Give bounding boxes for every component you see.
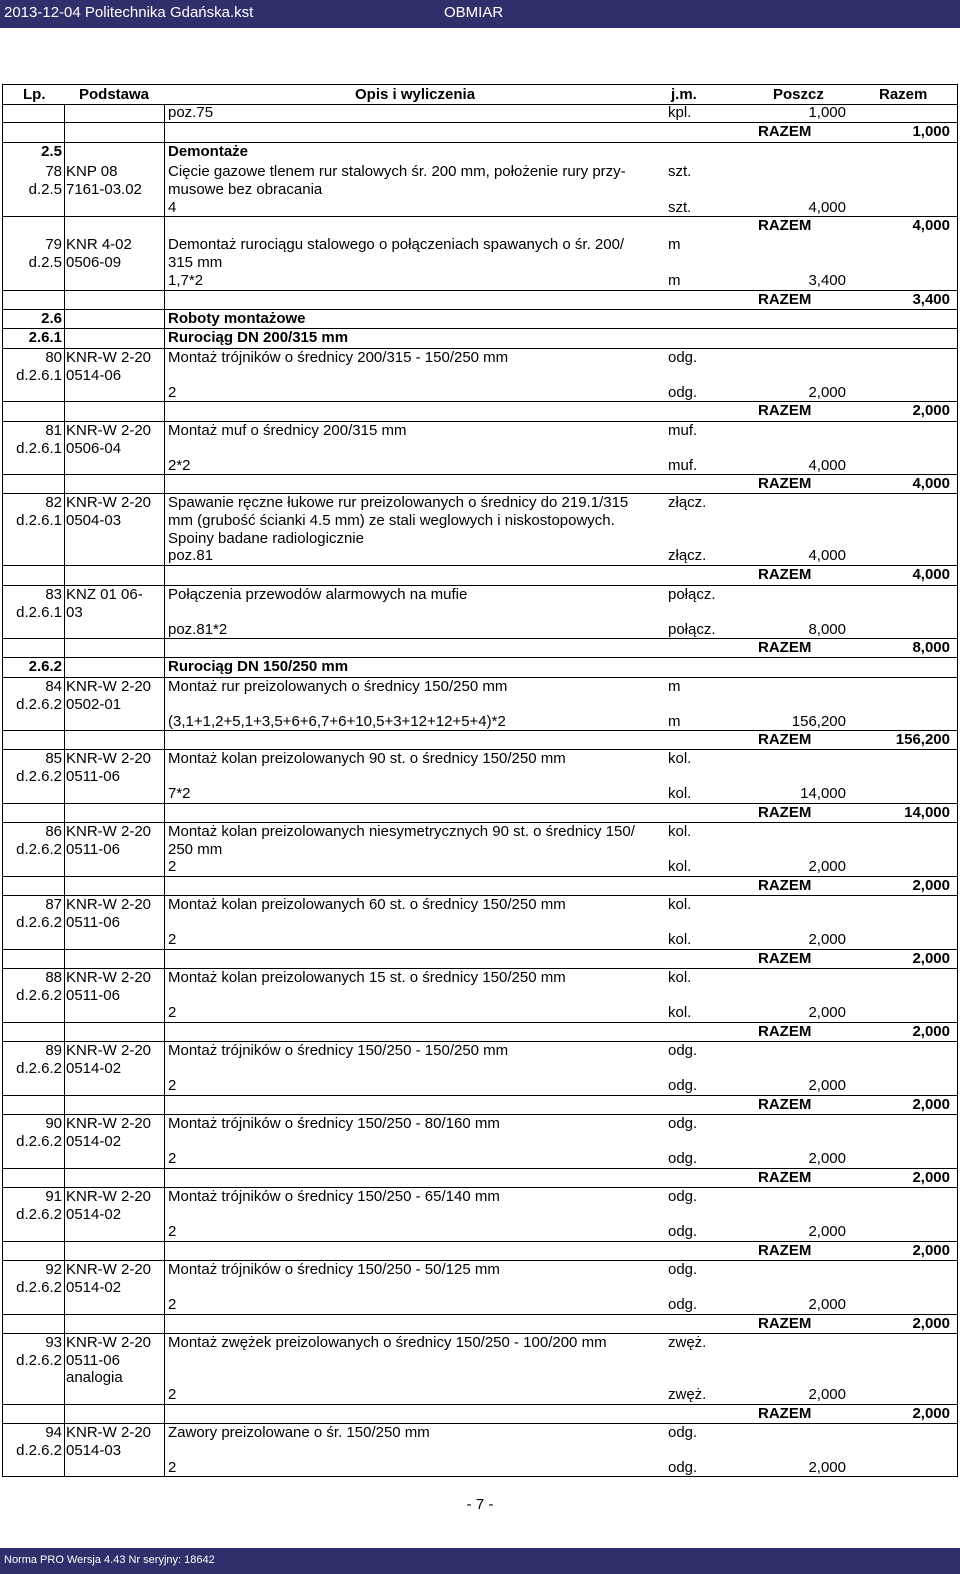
row-podstawa: KNR-W 2-20 bbox=[66, 1334, 152, 1351]
row-poszcz: 4,000 bbox=[808, 547, 846, 564]
row-opis: 2 bbox=[168, 1004, 177, 1021]
row-podstawa: KNR-W 2-20 bbox=[66, 1424, 152, 1441]
row-podstawa: 0504-03 bbox=[66, 512, 122, 529]
row-lp: d.2.6.2 bbox=[16, 1060, 62, 1077]
row-razem: 8,000 bbox=[912, 639, 950, 656]
row-poszcz: 1,000 bbox=[808, 104, 846, 121]
row-podstawa: 0502-01 bbox=[66, 696, 122, 713]
row-podstawa: 03 bbox=[66, 604, 83, 621]
row-separator bbox=[2, 1168, 958, 1169]
row-opis: 2 bbox=[168, 1223, 177, 1240]
row-podstawa: KNR-W 2-20 bbox=[66, 678, 152, 695]
row-jm: szt. bbox=[668, 163, 692, 180]
row-poszcz: 2,000 bbox=[808, 1004, 846, 1021]
row-opis: 7*2 bbox=[168, 785, 191, 802]
row-poszcz: 8,000 bbox=[808, 621, 846, 638]
row-lp: 2.6.1 bbox=[28, 329, 62, 346]
row-separator bbox=[2, 565, 958, 566]
row-podstawa: 0506-04 bbox=[66, 440, 122, 457]
row-podstawa: 0514-02 bbox=[66, 1279, 122, 1296]
row-opis: 2 bbox=[168, 1296, 177, 1313]
row-poszcz: 2,000 bbox=[808, 1296, 846, 1313]
row-separator bbox=[2, 730, 958, 731]
razem-label: RAZEM bbox=[758, 1169, 812, 1186]
row-opis: Montaż trójników o średnicy 150/250 - 80/160 mm bbox=[168, 1115, 500, 1132]
row-lp: 83 bbox=[45, 586, 62, 603]
row-jm: odg. bbox=[668, 1296, 698, 1313]
row-razem: 1,000 bbox=[912, 123, 950, 140]
row-separator bbox=[2, 803, 958, 804]
row-jm: złącz. bbox=[668, 494, 707, 511]
row-lp: 82 bbox=[45, 494, 62, 511]
row-opis: poz.81 bbox=[168, 547, 214, 564]
razem-label: RAZEM bbox=[758, 217, 812, 234]
razem-label: RAZEM bbox=[758, 639, 812, 656]
row-opis: Montaż kolan preizolowanych 90 st. o średnicy 150/250 mm bbox=[168, 750, 566, 767]
row-jm: muf. bbox=[668, 422, 698, 439]
row-lp: d.2.6.2 bbox=[16, 1133, 62, 1150]
row-opis: 2 bbox=[168, 931, 177, 948]
row-opis: Montaż kolan preizolowanych 60 st. o średnicy 150/250 mm bbox=[168, 896, 566, 913]
row-opis: Demontaże bbox=[168, 143, 249, 160]
row-jm: odg. bbox=[668, 1150, 698, 1167]
row-jm: odg. bbox=[668, 349, 698, 366]
header-opis: Opis i wyliczenia bbox=[355, 86, 476, 103]
razem-label: RAZEM bbox=[758, 804, 812, 821]
row-jm: kol. bbox=[668, 750, 692, 767]
row-lp: 91 bbox=[45, 1188, 62, 1205]
razem-label: RAZEM bbox=[758, 123, 812, 140]
row-razem: 2,000 bbox=[912, 1169, 950, 1186]
row-jm: muf. bbox=[668, 457, 698, 474]
row-lp: d.2.6.2 bbox=[16, 841, 62, 858]
row-lp: 85 bbox=[45, 750, 62, 767]
row-razem: 2,000 bbox=[912, 1096, 950, 1113]
row-opis: 2 bbox=[168, 1150, 177, 1167]
row-separator bbox=[2, 1022, 958, 1023]
row-lp: d.2.6.1 bbox=[16, 440, 62, 457]
row-razem: 2,000 bbox=[912, 1242, 950, 1259]
row-opis: 2 bbox=[168, 1386, 177, 1403]
row-razem: 14,000 bbox=[904, 804, 950, 821]
row-opis: Spoiny badane radiologicznie bbox=[168, 530, 364, 547]
row-lp: 94 bbox=[45, 1424, 62, 1441]
row-podstawa: KNR-W 2-20 bbox=[66, 494, 152, 511]
row-separator bbox=[2, 1314, 958, 1315]
row-opis: Połączenia przewodów alarmowych na mufie bbox=[168, 586, 468, 603]
razem-label: RAZEM bbox=[758, 566, 812, 583]
row-opis: Rurociąg DN 150/250 mm bbox=[168, 658, 349, 675]
row-lp: d.2.6.2 bbox=[16, 768, 62, 785]
row-separator bbox=[2, 1241, 958, 1242]
razem-label: RAZEM bbox=[758, 1096, 812, 1113]
row-opis: 2 bbox=[168, 384, 177, 401]
row-podstawa: 0514-02 bbox=[66, 1060, 122, 1077]
row-jm: odg. bbox=[668, 1077, 698, 1094]
row-lp: 92 bbox=[45, 1261, 62, 1278]
row-opis: Montaż rur preizolowanych o średnicy 150/250 mm bbox=[168, 678, 508, 695]
row-opis: 250 mm bbox=[168, 841, 223, 858]
row-jm: m bbox=[668, 236, 681, 253]
row-podstawa: 7161-03.02 bbox=[66, 181, 142, 198]
row-separator bbox=[2, 122, 958, 123]
razem-label: RAZEM bbox=[758, 475, 812, 492]
razem-label: RAZEM bbox=[758, 1405, 812, 1422]
row-jm: kol. bbox=[668, 823, 692, 840]
page-number: - 7 - bbox=[466, 1496, 494, 1513]
row-podstawa: 0514-03 bbox=[66, 1442, 122, 1459]
row-opis: musowe bez obracania bbox=[168, 181, 323, 198]
row-separator bbox=[2, 657, 958, 658]
row-podstawa: KNR-W 2-20 bbox=[66, 1261, 152, 1278]
row-opis: 2 bbox=[168, 858, 177, 875]
top-bar bbox=[0, 0, 960, 28]
column-border bbox=[64, 104, 65, 1477]
row-jm: odg. bbox=[668, 1424, 698, 1441]
table-header bbox=[2, 84, 958, 105]
row-podstawa: KNR-W 2-20 bbox=[66, 422, 152, 439]
row-opis: 1,7*2 bbox=[168, 272, 204, 289]
row-lp: d.2.6.2 bbox=[16, 914, 62, 931]
row-jm: odg. bbox=[668, 384, 698, 401]
row-jm: kol. bbox=[668, 896, 692, 913]
row-jm: połącz. bbox=[668, 621, 716, 638]
razem-label: RAZEM bbox=[758, 402, 812, 419]
header-poszcz: Poszcz bbox=[773, 86, 824, 103]
table-bottom-line bbox=[2, 1476, 958, 1477]
row-razem: 4,000 bbox=[912, 475, 950, 492]
razem-label: RAZEM bbox=[758, 1023, 812, 1040]
row-lp: d.2.6.2 bbox=[16, 1352, 62, 1369]
row-jm: szt. bbox=[668, 199, 692, 216]
row-lp: 79 bbox=[45, 236, 62, 253]
row-podstawa: KNR-W 2-20 bbox=[66, 896, 152, 913]
row-poszcz: 4,000 bbox=[808, 199, 846, 216]
row-separator bbox=[2, 401, 958, 402]
razem-label: RAZEM bbox=[758, 877, 812, 894]
row-separator bbox=[2, 309, 958, 310]
footer-text: Norma PRO Wersja 4.43 Nr seryjny: 18642 bbox=[4, 1554, 215, 1566]
row-opis: Montaż zwężek preizolowanych o średnicy 150/250 - 100/200 mm bbox=[168, 1334, 607, 1351]
razem-label: RAZEM bbox=[758, 291, 812, 308]
row-razem: 2,000 bbox=[912, 950, 950, 967]
row-podstawa: KNR-W 2-20 bbox=[66, 750, 152, 767]
row-podstawa: 0514-02 bbox=[66, 1133, 122, 1150]
header-lp: Lp. bbox=[23, 86, 46, 103]
row-jm: kol. bbox=[668, 931, 692, 948]
row-podstawa: 0511-06 bbox=[66, 987, 120, 1004]
row-separator bbox=[2, 876, 958, 877]
header-razem: Razem bbox=[879, 86, 928, 103]
row-opis: Demontaż rurociągu stalowego o połączeniach spawanych o śr. 200/ bbox=[168, 236, 625, 253]
row-jm: m bbox=[668, 272, 681, 289]
row-razem: 4,000 bbox=[912, 217, 950, 234]
row-separator bbox=[2, 1095, 958, 1096]
row-lp: d.2.6.2 bbox=[16, 987, 62, 1004]
row-podstawa: 0511-06 bbox=[66, 841, 120, 858]
row-opis: Montaż trójników o średnicy 200/315 - 150/250 mm bbox=[168, 349, 509, 366]
row-lp: 89 bbox=[45, 1042, 62, 1059]
row-separator bbox=[2, 216, 958, 217]
row-razem: 2,000 bbox=[912, 1405, 950, 1422]
row-podstawa: KNR-W 2-20 bbox=[66, 349, 152, 366]
row-opis: 2 bbox=[168, 1459, 177, 1476]
row-opis: 2 bbox=[168, 1077, 177, 1094]
razem-label: RAZEM bbox=[758, 950, 812, 967]
row-lp: 88 bbox=[45, 969, 62, 986]
column-border bbox=[2, 104, 3, 1477]
row-separator bbox=[2, 474, 958, 475]
row-podstawa: KNR 4-02 bbox=[66, 236, 132, 253]
row-poszcz: 14,000 bbox=[800, 785, 846, 802]
row-jm: odg. bbox=[668, 1261, 698, 1278]
row-lp: d.2.6.2 bbox=[16, 696, 62, 713]
column-border bbox=[164, 104, 165, 1477]
row-poszcz: 2,000 bbox=[808, 384, 846, 401]
row-podstawa: KNR-W 2-20 bbox=[66, 1042, 152, 1059]
row-opis: Montaż kolan preizolowanych 15 st. o średnicy 150/250 mm bbox=[168, 969, 566, 986]
row-lp: 84 bbox=[45, 678, 62, 695]
file-title: 2013-12-04 Politechnika Gdańska.kst bbox=[4, 4, 254, 21]
header-podstawa: Podstawa bbox=[79, 86, 150, 103]
row-lp: d.2.6.2 bbox=[16, 1442, 62, 1459]
row-jm: odg. bbox=[668, 1223, 698, 1240]
row-opis: Cięcie gazowe tlenem rur stalowych śr. 200 mm, położenie rury przy- bbox=[168, 163, 626, 180]
row-separator bbox=[2, 1404, 958, 1405]
row-jm: odg. bbox=[668, 1042, 698, 1059]
row-opis: mm (grubość ścianki 4.5 mm) ze stali weglowych i niskostopowych. bbox=[168, 512, 615, 529]
row-lp: d.2.6.1 bbox=[16, 367, 62, 384]
row-podstawa: KNR-W 2-20 bbox=[66, 969, 152, 986]
row-opis: Montaż kolan preizolowanych niesymetrycznych 90 st. o średnicy 150/ bbox=[168, 823, 635, 840]
row-poszcz: 156,200 bbox=[791, 713, 846, 730]
section-title: OBMIAR bbox=[444, 4, 504, 21]
row-jm: kol. bbox=[668, 1004, 692, 1021]
row-opis: Montaż trójników o średnicy 150/250 - 50/125 mm bbox=[168, 1261, 500, 1278]
row-podstawa: KNR-W 2-20 bbox=[66, 1115, 152, 1132]
row-opis: Spawanie ręczne łukowe rur preizolowanych o średnicy do 219.1/315 bbox=[168, 494, 629, 511]
row-podstawa: KNZ 01 06- bbox=[66, 586, 143, 603]
row-opis: Montaż trójników o średnicy 150/250 - 150/250 mm bbox=[168, 1042, 509, 1059]
row-podstawa: 0514-06 bbox=[66, 367, 122, 384]
row-razem: 2,000 bbox=[912, 1023, 950, 1040]
row-jm: kol. bbox=[668, 785, 692, 802]
row-podstawa: 0514-02 bbox=[66, 1206, 122, 1223]
row-opis: Roboty montażowe bbox=[168, 310, 306, 327]
header-jm: j.m. bbox=[671, 86, 697, 103]
row-poszcz: 2,000 bbox=[808, 931, 846, 948]
footer-bar bbox=[0, 1548, 960, 1574]
row-opis: Montaż muf o średnicy 200/315 mm bbox=[168, 422, 407, 439]
row-jm: odg. bbox=[668, 1115, 698, 1132]
row-podstawa: KNR-W 2-20 bbox=[66, 1188, 152, 1205]
razem-label: RAZEM bbox=[758, 731, 812, 748]
row-poszcz: 2,000 bbox=[808, 858, 846, 875]
row-podstawa: 0506-09 bbox=[66, 254, 122, 271]
row-opis: 4 bbox=[168, 199, 177, 216]
row-opis: 2*2 bbox=[168, 457, 191, 474]
row-poszcz: 2,000 bbox=[808, 1223, 846, 1240]
row-lp: 87 bbox=[45, 896, 62, 913]
row-podstawa: 0511-06 bbox=[66, 914, 120, 931]
razem-label: RAZEM bbox=[758, 1315, 812, 1332]
row-opis: Montaż trójników o średnicy 150/250 - 65/140 mm bbox=[168, 1188, 500, 1205]
row-razem: 4,000 bbox=[912, 566, 950, 583]
row-jm: odg. bbox=[668, 1459, 698, 1476]
row-poszcz: 3,400 bbox=[808, 272, 846, 289]
row-poszcz: 2,000 bbox=[808, 1386, 846, 1403]
row-jm: zwęż. bbox=[668, 1334, 707, 1351]
row-podstawa: 0511-06 bbox=[66, 1352, 120, 1369]
row-razem: 2,000 bbox=[912, 877, 950, 894]
row-jm: odg. bbox=[668, 1188, 698, 1205]
row-separator bbox=[2, 638, 958, 639]
row-jm: złącz. bbox=[668, 547, 707, 564]
row-lp: 90 bbox=[45, 1115, 62, 1132]
row-separator bbox=[2, 585, 958, 586]
row-podstawa: analogia bbox=[66, 1369, 123, 1386]
row-separator bbox=[2, 290, 958, 291]
row-razem: 156,200 bbox=[895, 731, 950, 748]
row-separator bbox=[2, 949, 958, 950]
row-opis: 315 mm bbox=[168, 254, 223, 271]
row-lp: 2.6 bbox=[41, 310, 62, 327]
row-lp: 81 bbox=[45, 422, 62, 439]
row-podstawa: KNR-W 2-20 bbox=[66, 823, 152, 840]
row-poszcz: 4,000 bbox=[808, 457, 846, 474]
row-lp: d.2.6.2 bbox=[16, 1279, 62, 1296]
row-jm: kpl. bbox=[668, 104, 692, 121]
row-lp: 80 bbox=[45, 349, 62, 366]
row-razem: 2,000 bbox=[912, 1315, 950, 1332]
row-podstawa: KNP 08 bbox=[66, 163, 118, 180]
row-lp: d.2.6.2 bbox=[16, 1206, 62, 1223]
row-separator bbox=[2, 328, 958, 329]
row-lp: 93 bbox=[45, 1334, 62, 1351]
razem-label: RAZEM bbox=[758, 1242, 812, 1259]
row-opis: poz.81*2 bbox=[168, 621, 228, 638]
row-lp: d.2.5 bbox=[28, 181, 62, 198]
row-lp: d.2.6.1 bbox=[16, 512, 62, 529]
row-jm: m bbox=[668, 678, 681, 695]
row-lp: d.2.6.1 bbox=[16, 604, 62, 621]
row-lp: 2.6.2 bbox=[28, 658, 62, 675]
row-jm: kol. bbox=[668, 969, 692, 986]
row-razem: 3,400 bbox=[912, 291, 950, 308]
row-lp: 78 bbox=[45, 163, 62, 180]
row-poszcz: 2,000 bbox=[808, 1150, 846, 1167]
row-opis: Rurociąg DN 200/315 mm bbox=[168, 329, 349, 346]
row-podstawa: 0511-06 bbox=[66, 768, 120, 785]
row-lp: 86 bbox=[45, 823, 62, 840]
row-poszcz: 2,000 bbox=[808, 1077, 846, 1094]
row-lp: 2.5 bbox=[41, 143, 62, 160]
row-jm: zwęż. bbox=[668, 1386, 707, 1403]
column-border bbox=[957, 104, 958, 1477]
row-opis: (3,1+1,2+5,1+3,5+6+6,7+6+10,5+3+12+12+5+4)*2 bbox=[168, 713, 506, 730]
row-opis: poz.75 bbox=[168, 104, 214, 121]
row-jm: połącz. bbox=[668, 586, 716, 603]
row-separator bbox=[2, 142, 958, 143]
row-opis: Zawory preizolowane o śr. 150/250 mm bbox=[168, 1424, 430, 1441]
row-poszcz: 2,000 bbox=[808, 1459, 846, 1476]
row-jm: kol. bbox=[668, 858, 692, 875]
row-lp: d.2.5 bbox=[28, 254, 62, 271]
row-razem: 2,000 bbox=[912, 402, 950, 419]
row-jm: m bbox=[668, 713, 681, 730]
